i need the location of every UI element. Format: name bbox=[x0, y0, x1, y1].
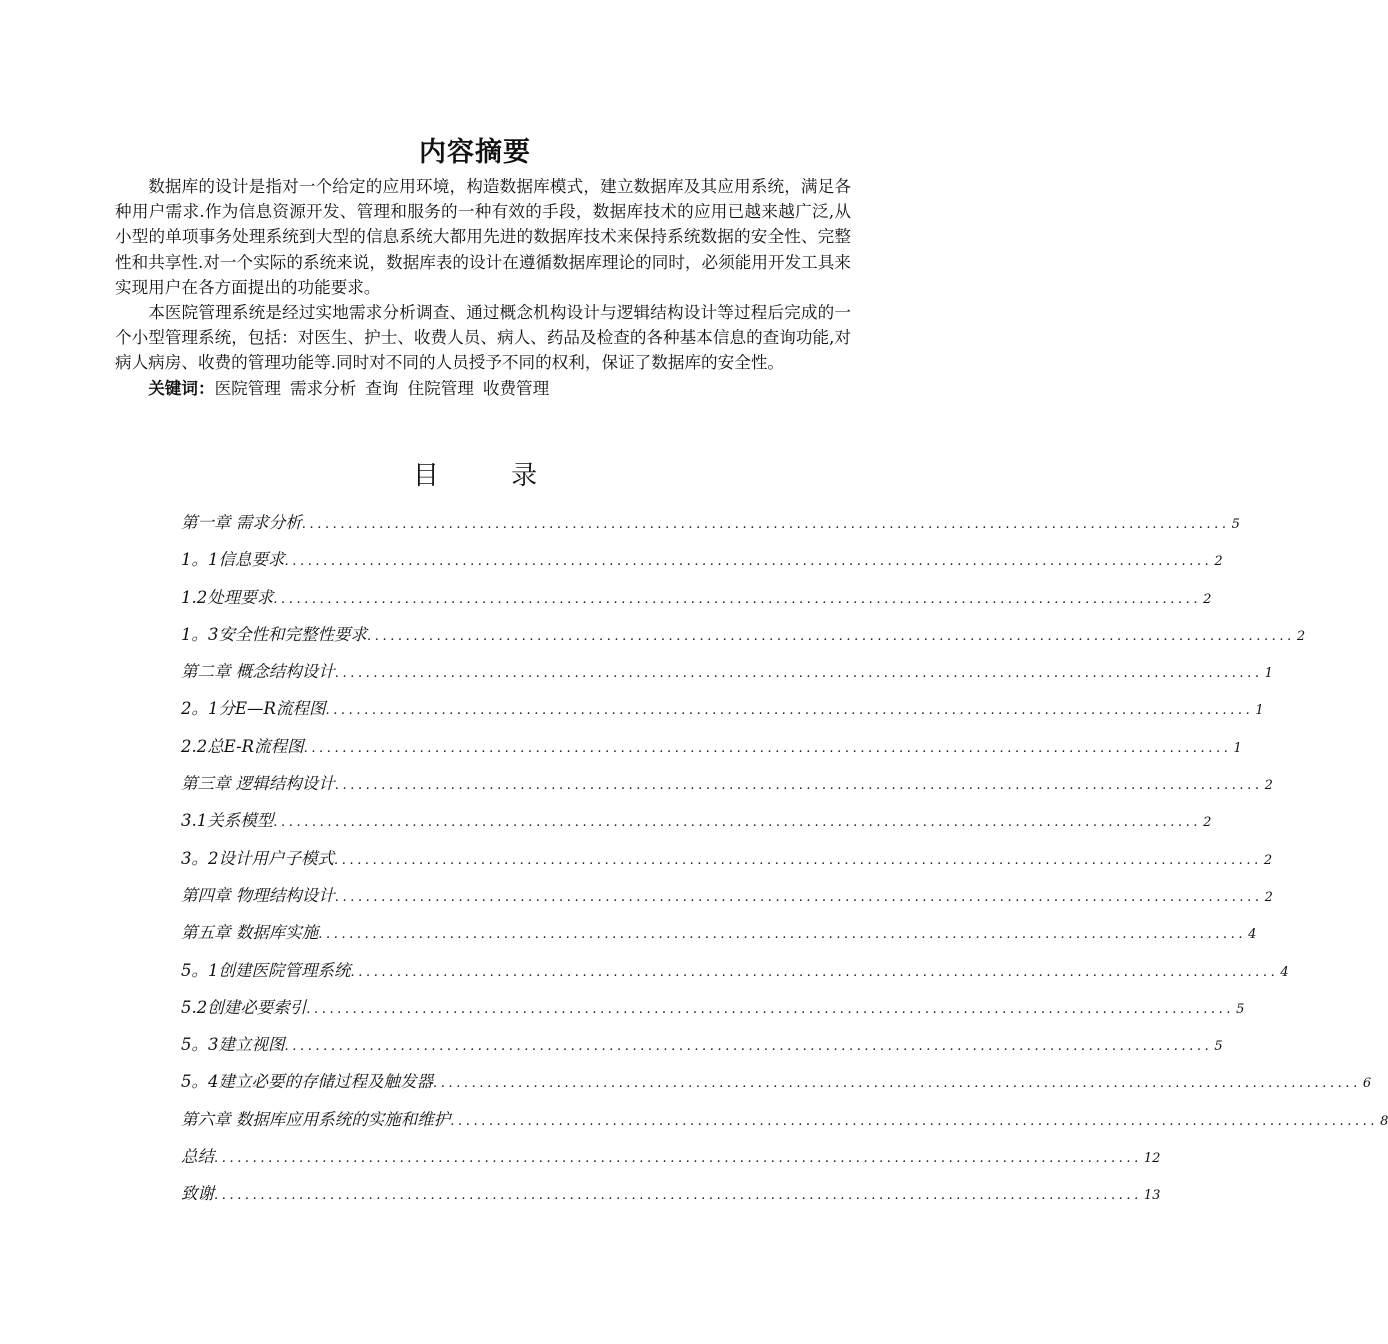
toc-entry-label: 3。2设计用户子模式 bbox=[181, 848, 334, 868]
abstract-body bbox=[115, 174, 851, 401]
toc-entry-page: 2 bbox=[1214, 554, 1223, 570]
toc-entry-page: 8 bbox=[1380, 1113, 1388, 1129]
toc-entry[interactable] bbox=[181, 658, 1273, 695]
toc-entry[interactable] bbox=[181, 919, 1257, 956]
toc-entry-page: 4 bbox=[1248, 927, 1257, 943]
toc-entry-label: 第三章 逻辑结构设计 bbox=[181, 774, 335, 794]
abstract-paragraph-2: 本医院管理系统是经过实地需求分析调查、通过概念机构设计与逻辑结构设计等过程后完成的一个小型管理系统，包括：对医生、护士、收费人员、病人、药品及检查的各种基本信息的查询功能,对病人病房、收费的管理功能等.同时对不同的人员授予不同的权利，保证了数据库的安全性。 bbox=[115, 303, 851, 373]
toc-dot-leader: ........................................................................................................................ bbox=[273, 591, 1202, 607]
toc-dot-leader: ........................................................................................................................ bbox=[303, 740, 1232, 756]
toc-list bbox=[181, 509, 1388, 1218]
toc-entry-page: 2 bbox=[1296, 628, 1306, 644]
toc-entry-page: 13 bbox=[1143, 1188, 1161, 1204]
toc-dot-leader: ........................................................................................................................ bbox=[350, 964, 1279, 980]
toc-dot-leader: ........................................................................................................................ bbox=[214, 1151, 1142, 1167]
toc-entry-page: 2 bbox=[1203, 815, 1212, 831]
toc-dot-leader: ........................................................................................................................ bbox=[367, 628, 1295, 644]
toc-dot-leader: ........................................................................................................................ bbox=[214, 1188, 1142, 1204]
toc-entry-label: 第一章 需求分析 bbox=[181, 513, 302, 532]
toc-dot-leader: ........................................................................................................................ bbox=[284, 1039, 1213, 1055]
toc-entry[interactable] bbox=[181, 546, 1223, 583]
toc-entry-label: 第二章 概念结构设计 bbox=[181, 662, 335, 682]
keyword-2: 需求分析 bbox=[289, 378, 357, 398]
toc-dot-leader: ........................................................................................................................ bbox=[273, 815, 1202, 831]
toc-entry-label: 第四章 物理结构设计 bbox=[181, 885, 335, 905]
toc-dot-leader: ........................................................................................................................ bbox=[450, 1113, 1379, 1129]
toc-entry[interactable] bbox=[181, 733, 1242, 770]
toc-entry-label: 2.2总E-R流程图 bbox=[181, 736, 304, 756]
toc-entry[interactable] bbox=[181, 695, 1264, 732]
toc-dot-leader: ........................................................................................................................ bbox=[301, 517, 1230, 532]
toc-dot-leader: ........................................................................................................................ bbox=[334, 666, 1263, 682]
toc-entry[interactable] bbox=[181, 584, 1212, 621]
toc-entry-label: 第五章 数据库实施 bbox=[181, 923, 319, 943]
toc-entry[interactable] bbox=[181, 621, 1306, 658]
toc-entry[interactable] bbox=[181, 1106, 1388, 1143]
toc-entry-label: 5。3建立视图 bbox=[181, 1035, 285, 1055]
toc-entry-label: 1。1信息要求 bbox=[181, 550, 285, 570]
toc-entry-label: 5。1创建医院管理系统 bbox=[181, 960, 351, 980]
toc-entry[interactable] bbox=[181, 1031, 1223, 1068]
toc-entry[interactable] bbox=[181, 807, 1212, 844]
toc-dot-leader: ........................................................................................................................ bbox=[325, 703, 1254, 719]
toc-entry[interactable] bbox=[181, 994, 1245, 1031]
toc-entry-page: 12 bbox=[1143, 1151, 1161, 1167]
toc-entry-label: 1。3安全性和完整性要求 bbox=[181, 624, 367, 644]
toc-entry-label: 5.2创建必要索引 bbox=[181, 997, 307, 1017]
toc-entry-label: 总结 bbox=[181, 1147, 214, 1167]
toc-entry-page: 5 bbox=[1231, 517, 1240, 532]
keyword-4: 住院管理 bbox=[407, 378, 474, 398]
toc-title: 目 录 bbox=[412, 461, 570, 491]
keyword-1: 医院管理 bbox=[214, 378, 281, 398]
toc-entry[interactable] bbox=[181, 845, 1273, 882]
toc-entry-page: 1 bbox=[1255, 703, 1264, 719]
keywords-label: 关键词： bbox=[148, 378, 215, 398]
toc-entry-label: 第六章 数据库应用系统的实施和维护 bbox=[181, 1109, 451, 1129]
toc-entry-page: 2 bbox=[1264, 778, 1273, 794]
toc-dot-leader: ........................................................................................................................ bbox=[334, 852, 1262, 868]
keyword-3: 查询 bbox=[365, 378, 399, 398]
toc-entry[interactable] bbox=[181, 957, 1289, 994]
toc-entry-page: 1 bbox=[1264, 666, 1273, 682]
abstract-paragraph-1: 数据库的设计是指对一个给定的应用环境，构造数据库模式，建立数据库及其应用系统，满足各种用户需求.作为信息资源开发、管理和服务的一种有效的手段，数据库技术的应用已越来越广泛,从小型的单项事务处理系统到大型的信息系统大都用先进的数据库技术来保持系统数据的安全性、完整性和共享性.对一个实际的系统来说，数据库表的设计在遵循数据库理论的同时，必须能用开发工具来实现用户在各方面提出的功能要求。 bbox=[115, 177, 851, 297]
toc-entry-page: 6 bbox=[1362, 1076, 1372, 1092]
toc-entry-label: 5。4建立必要的存储过程及触发器 bbox=[181, 1072, 433, 1092]
toc-dot-leader: ........................................................................................................................ bbox=[334, 778, 1263, 794]
toc-entry[interactable] bbox=[181, 509, 1240, 546]
toc-dot-leader: ........................................................................................................................ bbox=[433, 1076, 1361, 1092]
toc-entry[interactable] bbox=[181, 882, 1273, 919]
toc-entry-page: 2 bbox=[1203, 591, 1212, 607]
toc-dot-leader: ........................................................................................................................ bbox=[284, 554, 1213, 570]
toc-dot-leader: ........................................................................................................................ bbox=[318, 927, 1247, 943]
toc-entry-label: 致谢 bbox=[181, 1184, 214, 1204]
toc-entry[interactable] bbox=[181, 1143, 1161, 1180]
toc-entry[interactable] bbox=[181, 1180, 1161, 1217]
toc-entry-page: 5 bbox=[1236, 1001, 1245, 1017]
toc-entry[interactable] bbox=[181, 1068, 1372, 1105]
toc-dot-leader: ........................................................................................................................ bbox=[306, 1001, 1235, 1017]
keyword-5: 收费管理 bbox=[482, 378, 550, 398]
toc-entry-page: 2 bbox=[1264, 889, 1273, 905]
toc-entry-label: 2。1分E—R流程图 bbox=[181, 699, 326, 719]
toc-entry[interactable] bbox=[181, 770, 1273, 807]
toc-entry-page: 1 bbox=[1233, 740, 1242, 756]
toc-entry-page: 4 bbox=[1280, 964, 1289, 980]
toc-entry-page: 5 bbox=[1214, 1039, 1223, 1055]
abstract-title: 内容摘要 bbox=[419, 137, 531, 168]
keywords-line bbox=[115, 376, 851, 401]
toc-entry-label: 3.1关系模型 bbox=[181, 811, 274, 831]
toc-entry-page: 2 bbox=[1263, 852, 1273, 868]
toc-dot-leader: ........................................................................................................................ bbox=[334, 889, 1263, 905]
toc-entry-label: 1.2处理要求 bbox=[181, 587, 274, 607]
